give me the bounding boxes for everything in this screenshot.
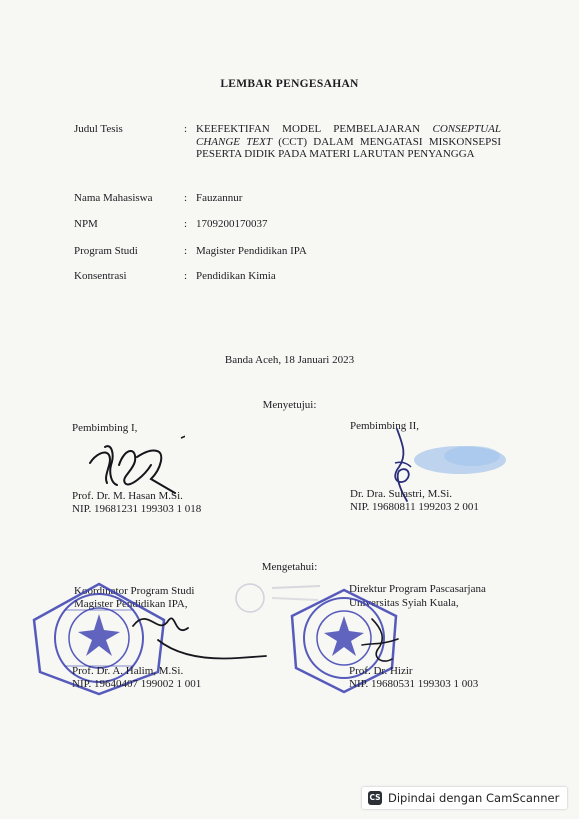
concentration-value: Pendidikan Kimia	[196, 270, 276, 282]
coordinator-name: Prof. Dr. A. Halim, M.Si.	[72, 665, 184, 677]
colon: :	[184, 245, 188, 257]
thesis-title-italic: CONSEPTUAL CHANGE TEXT	[196, 123, 501, 148]
acknowledged-heading: Mengetahui:	[261, 561, 318, 573]
advisor1-signature	[85, 435, 185, 495]
npm-value: 1709200170037	[196, 218, 268, 230]
director-role-line2: Universitas Syiah Kuala,	[349, 597, 459, 609]
advisor1-name: Prof. Dr. M. Hasan M.Si.	[72, 490, 183, 502]
student-name-label: Nama Mahasiswa	[74, 192, 153, 204]
colon: :	[184, 123, 188, 135]
advisor1-role: Pembimbing I,	[72, 422, 138, 434]
camscanner-text: Dipindai dengan CamScanner	[388, 791, 560, 805]
advisor2-role: Pembimbing II,	[350, 420, 420, 432]
director-role-line1: Direktur Program Pascasarjana	[349, 583, 486, 595]
student-name-value: Fauzannur	[196, 192, 243, 204]
thesis-title-part1: KEEFEKTIFAN MODEL PEMBELAJARAN	[196, 123, 421, 135]
blue-smudge	[410, 438, 510, 488]
concentration-label: Konsentrasi	[74, 270, 127, 282]
director-signature	[352, 615, 412, 670]
thesis-title-label: Judul Tesis	[74, 123, 123, 135]
thesis-title-part2: (CCT) DALAM MENGATASI MISKONSEPSI PESERTA DIDIK PADA MATERI LARUTAN PENYANGGA	[196, 135, 501, 160]
colon: :	[184, 270, 188, 282]
coordinator-signature	[128, 596, 268, 666]
study-program-value: Magister Pendidikan IPA	[196, 245, 307, 257]
camscanner-icon: CS	[368, 791, 382, 805]
thesis-title-value	[196, 123, 501, 161]
coordinator-nip: NIP. 19640407 199002 1 001	[72, 678, 202, 690]
study-program-label: Program Studi	[74, 245, 138, 257]
place-date: Banda Aceh, 18 Januari 2023	[224, 354, 355, 366]
coordinator-role-line1: Koordinator Program Studi	[74, 585, 195, 597]
camscanner-badge	[362, 787, 567, 809]
advisor2-name: Dr. Dra. Sulastri, M.Si.	[350, 488, 453, 500]
colon: :	[184, 218, 188, 230]
page-title: LEMBAR PENGESAHAN	[220, 78, 359, 90]
approved-heading: Menyetujui:	[262, 399, 317, 411]
npm-label: NPM	[74, 218, 98, 230]
coordinator-role-line2: Magister Pendidikan IPA,	[74, 598, 188, 610]
advisor1-nip: NIP. 19681231 199303 1 018	[72, 503, 202, 515]
director-nip: NIP. 19680531 199303 1 003	[349, 678, 479, 690]
colon: :	[184, 192, 188, 204]
director-name: Prof. Dr. Hizir	[349, 665, 413, 677]
advisor2-nip: NIP. 19680811 199203 2 001	[350, 501, 479, 513]
